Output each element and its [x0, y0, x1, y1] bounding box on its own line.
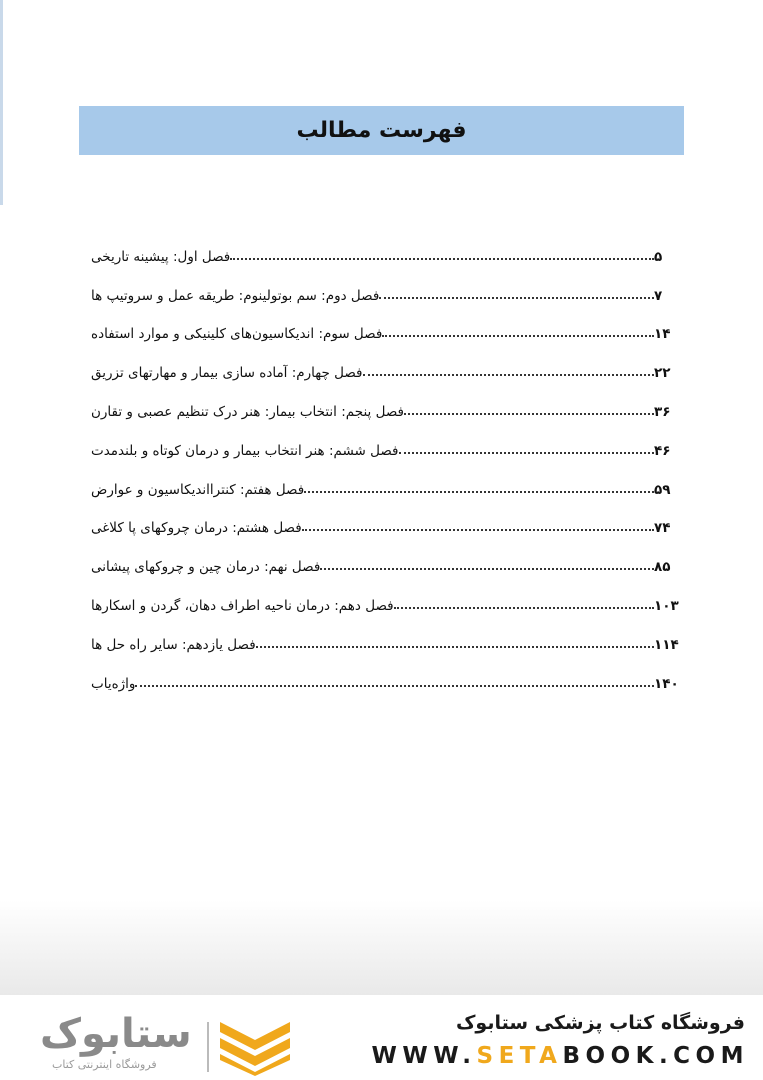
toc-leader-dots — [394, 607, 654, 609]
toc-entry-page: ۷۴ — [654, 520, 671, 537]
toc-entry-page: ۷ — [654, 287, 663, 304]
toc-entry-title: فصل اول: پیشینه تاریخی — [91, 248, 231, 265]
toc-entry-page: ۱۴۰ — [654, 675, 679, 692]
toc-entry-title: فصل دهم: درمان ناحیه اطراف دهان، گردن و اسکارها — [91, 597, 394, 614]
table-of-contents — [88, 226, 686, 692]
toc-entry-3[interactable] — [88, 304, 686, 343]
toc-entry-page: ۳۶ — [654, 403, 671, 420]
toc-entry-9[interactable] — [88, 536, 686, 575]
book-logo-icon — [218, 1018, 292, 1076]
toc-leader-dots — [304, 491, 654, 493]
toc-leader-dots — [363, 374, 655, 376]
toc-entry-title: فصل هشتم: درمان چروکهای پا کلاغی — [91, 520, 302, 537]
toc-leader-dots — [382, 335, 654, 337]
store-name: فروشگاه کتاب پزشکی ستابوک — [455, 1012, 745, 1034]
toc-entry-4[interactable] — [88, 342, 686, 381]
left-margin-rule — [0, 0, 3, 205]
toc-entry-title: فصل هفتم: کنترااندیکاسیون و عوارض — [91, 481, 305, 498]
footer-fade — [0, 900, 763, 995]
toc-entry-1[interactable] — [88, 226, 686, 265]
toc-entry-title: فصل چهارم: آماده سازی بیمار و مهارتهای تزریق — [91, 365, 363, 382]
website-url[interactable] — [372, 1043, 749, 1069]
toc-leader-dots — [399, 452, 654, 454]
toc-leader-dots — [404, 413, 654, 415]
toc-entry-page: ۸۵ — [654, 559, 671, 576]
toc-leader-dots — [230, 258, 654, 260]
toc-entry-page: ۵ — [654, 248, 663, 265]
toc-entry-12[interactable] — [88, 653, 686, 692]
logo-tagline: فروشگاه اینترنتی کتاب — [52, 1058, 157, 1071]
logo-wordmark: ستابوک — [40, 1011, 192, 1057]
toc-entry-page: ۴۶ — [654, 442, 671, 459]
toc-entry-title: فصل یازدهم: سایر راه حل ها — [91, 636, 256, 653]
toc-entry-page: ۵۹ — [654, 481, 671, 498]
toc-entry-10[interactable] — [88, 575, 686, 614]
logo-divider — [207, 1022, 209, 1072]
toc-entry-5[interactable] — [88, 381, 686, 420]
toc-entry-2[interactable] — [88, 265, 686, 304]
toc-entry-title: فصل دوم: سم بوتولینوم: طریقه عمل و سروتیپ ها — [91, 287, 380, 304]
toc-entry-page: ۱۴ — [654, 326, 671, 343]
website-url-suffix: BOOK.COM — [562, 1043, 749, 1069]
toc-entry-11[interactable] — [88, 614, 686, 653]
toc-entry-6[interactable] — [88, 420, 686, 459]
toc-entry-title: فصل ششم: هنر انتخاب بیمار و درمان کوتاه و بلندمدت — [91, 442, 399, 459]
toc-leader-dots — [135, 685, 654, 687]
toc-leader-dots — [320, 568, 654, 570]
page-title: فهرست مطالب — [296, 118, 467, 143]
toc-leader-dots — [302, 529, 654, 531]
toc-entry-title: فصل نهم: درمان چین و چروکهای پیشانی — [91, 559, 321, 576]
toc-entry-title: فصل سوم: اندیکاسیون‌های کلینیکی و موارد استفاده — [91, 326, 383, 343]
toc-entry-page: ۱۱۴ — [654, 636, 679, 653]
toc-entry-7[interactable] — [88, 459, 686, 498]
website-url-prefix: WWW. — [371, 1043, 477, 1069]
toc-entry-page: ۱۰۳ — [654, 597, 679, 614]
title-banner — [79, 106, 684, 155]
toc-leader-dots — [379, 297, 654, 299]
toc-entry-8[interactable] — [88, 498, 686, 537]
toc-entry-title: واژه‌یاب — [91, 675, 136, 692]
toc-leader-dots — [256, 646, 654, 648]
toc-entry-page: ۲۲ — [654, 365, 671, 382]
toc-entry-title: فصل پنجم: انتخاب بیمار: هنر درک تنظیم عصبی و تقارن — [91, 403, 404, 420]
website-url-accent: SETA — [476, 1043, 563, 1069]
